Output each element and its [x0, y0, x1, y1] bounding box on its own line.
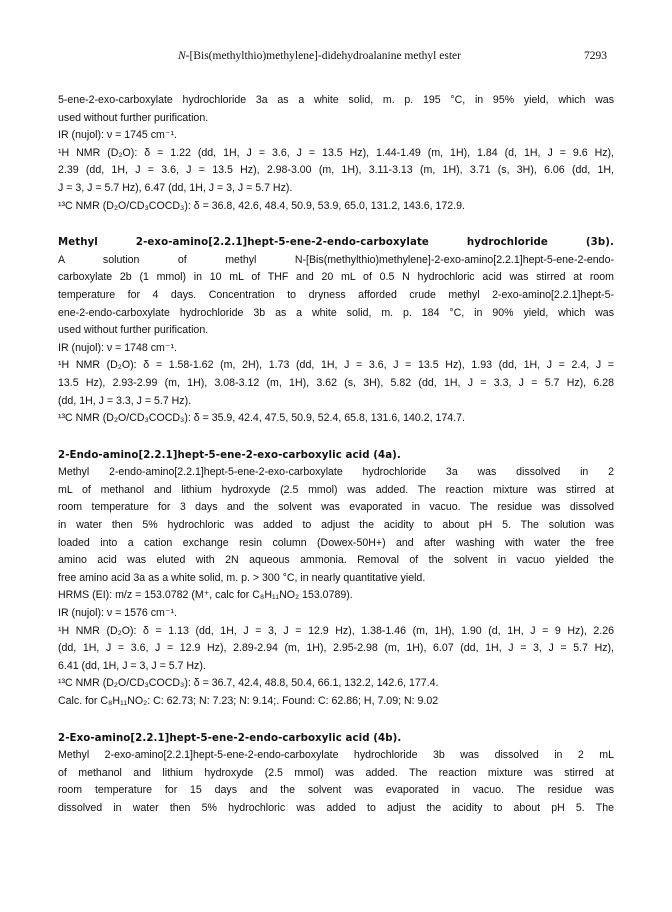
paragraph-line: Methyl 2-exo-amino[2.2.1]hept-5-ene-2-endo-carboxylate hydrochloride 3b was dissolved in 2 mL	[58, 749, 614, 762]
page-number: 7293	[584, 50, 607, 62]
article-body	[58, 92, 614, 818]
ir-data: IR (nujol): ν = 1576 cm⁻¹.	[58, 607, 177, 620]
section-heading: 2-Exo-amino[2.2.1]hept-5-ene-2-endo-carboxylic acid (4b).	[58, 732, 402, 744]
section-3a-continuation	[58, 92, 614, 215]
paragraph-line: temperature for 4 days. Concentration to dryness afforded crude methyl 2-exo-amino[2.2.1]hept-5-	[58, 288, 614, 301]
paragraph-line: free amino acid 3a as a white solid, m. p. > 300 °C, in nearly quantitative yield.	[58, 571, 426, 584]
section-heading: Methyl 2-exo-amino[2.2.1]hept-5-ene-2-endo-carboxylate hydrochloride (3b).	[58, 237, 614, 249]
h-nmr-data: 6.41 (dd, 1H, J = 3, J = 5.7 Hz).	[58, 659, 206, 672]
running-title	[178, 50, 461, 62]
paragraph-line: room temperature for 15 days and the solvent was evaporated in vacuo. The residue was	[58, 784, 614, 797]
paragraph-line: of methanol and lithium hydroxyde (2.5 mmol) was added. The reaction mixture was stirred at	[58, 766, 614, 779]
c-nmr-data: ¹³C NMR (D₂O/CD₃COCD₃): δ = 35.9, 42.4, 47.5, 50.9, 52.4, 65.8, 131.6, 140.2, 174.7.	[58, 412, 465, 425]
paragraph-line: mL of methanol and lithium hydroxyde (2.5 mmol) was added. The reaction mixture was stirred at	[58, 483, 614, 496]
h-nmr-data: (dd, 1H, J = 3.3, J = 5.7 Hz).	[58, 394, 192, 407]
paragraph-line: carboxylate 2b (1 mmol) in 10 mL of THF and 20 mL of 0.5 N hydrochloric acid was stirred at room	[58, 271, 614, 284]
h-nmr-data: ¹H NMR (D₂O): δ = 1.22 (dd, 1H, J = 3.6, J = 13.5 Hz), 1.44-1.49 (m, 1H), 1.84 (d, 1H, J = 9.6 Hz),	[58, 146, 614, 159]
h-nmr-data: 13.5 Hz), 2.93-2.99 (m, 1H), 3.08-3.12 (m, 1H), 3.62 (s, 3H), 5.82 (dd, 1H, J = 3.3, J = 5.7 Hz), 6.28	[58, 376, 614, 389]
running-head	[0, 50, 672, 66]
paragraph-line: 5-ene-2-exo-carboxylate hydrochloride 3a as a white solid, m. p. 195 °C, in 95% yield, which was	[58, 94, 614, 106]
h-nmr-data: (dd, 1H, J = 3.6, J = 12.9 Hz), 2.89-2.94 (m, 1H), 2.95-2.98 (m, 1H), 6.07 (dd, 1H, J = 3, J = 5.7 Hz),	[58, 642, 614, 655]
running-title-rest: -[Bis(methylthio)methylene]-didehydroalanine methyl ester	[185, 50, 461, 62]
paragraph-line: loaded into a cation exchange resin column (Dowex-50H+) and after washing with water the free	[58, 536, 614, 549]
c-nmr-data: ¹³C NMR (D₂O/CD₃COCD₃): δ = 36.8, 42.6, 48.4, 50.9, 53.9, 65.0, 131.2, 143.6, 172.9.	[58, 199, 465, 212]
paragraph-line: ene-2-endo-carboxylate hydrochloride 3b as a white solid, m. p. 184 °C, in 90% yield, which was	[58, 306, 614, 319]
paragraph-line: in water then 5% hydrochloric was added to adjust the acidity to about pH 5. The solution was	[58, 519, 614, 532]
h-nmr-data: ¹H NMR (D₂O): δ = 1.13 (dd, 1H, J = 3, J = 12.9 Hz), 1.38-1.46 (m, 1H), 1.90 (d, 1H, J = 9 Hz), 2.26	[58, 624, 614, 637]
elemental-analysis: Calc. for C₈H₁₁NO₂: C: 62.73; N: 7.23; N: 9.14;. Found: C: 62.86; H, 7.09; N: 9.02	[58, 695, 439, 707]
running-title-italic: N	[178, 50, 186, 62]
paragraph-line: used without further purification.	[58, 324, 209, 337]
ir-data: IR (nujol): ν = 1745 cm⁻¹.	[58, 129, 177, 142]
h-nmr-data: ¹H NMR (D₂O): δ = 1.58-1.62 (m, 2H), 1.73 (dd, 1H, J = 3.6, J = 13.5 Hz), 1.93 (dd, 1H, J = 2.4, J =	[58, 359, 614, 372]
section-3b	[58, 234, 614, 428]
h-nmr-data: 2.39 (dd, 1H, J = 3.6, J = 13.5 Hz), 2.98-3.00 (m, 1H), 3.11-3.13 (m, 1H), 3.71 (s, 3H), 6.06 (dd, 1H,	[58, 164, 614, 177]
hrms-data: HRMS (EI): m/z = 153.0782 (M⁺, calc for C₈H₁₁NO₂ 153.0789).	[58, 589, 353, 602]
section-heading: 2-Endo-amino[2.2.1]hept-5-ene-2-exo-carboxylic acid (4a).	[58, 449, 401, 461]
paragraph-line: amino acid was eluted with 2N aqueous ammonia. Removal of the solvent in vacuo yielded the	[58, 554, 614, 567]
ir-data: IR (nujol): ν = 1748 cm⁻¹.	[58, 341, 177, 354]
paragraph-line: dissolved in water then 5% hydrochloric was added to adjust the acidity to about pH 5. The	[58, 801, 614, 814]
paragraph-line: used without further purification.	[58, 111, 209, 124]
paragraph-line: Methyl 2-endo-amino[2.2.1]hept-5-ene-2-exo-carboxylate hydrochloride 3a was dissolved in 2	[58, 466, 614, 479]
section-4a	[58, 447, 614, 711]
c-nmr-data: ¹³C NMR (D₂O/CD₃COCD₃): δ = 36.7, 42.4, 48.8, 50.4, 66.1, 132.2, 142.6, 177.4.	[58, 677, 439, 690]
paragraph-line: A solution of methyl N-[Bis(methylthio)methylene]-2-exo-amino[2.2.1]hept-5-ene-2-endo-	[58, 253, 614, 266]
section-4b	[58, 730, 614, 818]
h-nmr-data: J = 3, J = 5.7 Hz), 6.47 (dd, 1H, J = 3, J = 5.7 Hz).	[58, 181, 293, 194]
paragraph-line: room temperature for 3 days and the solvent was evaporated in vacuo. The residue was dissolved	[58, 501, 614, 514]
